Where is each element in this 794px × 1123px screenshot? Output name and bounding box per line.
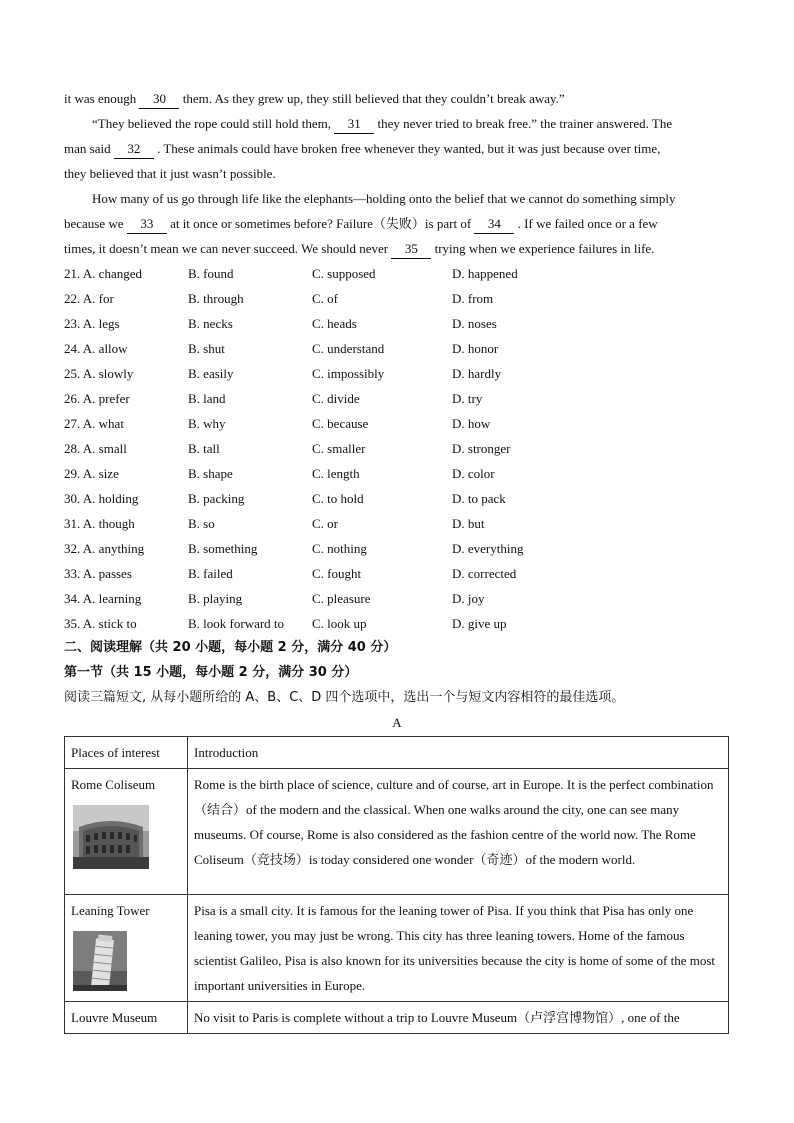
question-option-c: C. look up <box>312 616 367 631</box>
question-option-c: C. nothing <box>312 541 367 556</box>
question-option-b: B. playing <box>188 591 243 606</box>
table-header-cell: Introduction <box>188 737 729 769</box>
question-option-a: 32. A. anything <box>64 541 145 556</box>
table-cell-place <box>65 1002 188 1034</box>
question-option-d: D. to pack <box>452 491 506 506</box>
question-option-a: 30. A. holding <box>64 491 139 506</box>
question-option-b: B. through <box>188 291 244 306</box>
passage-line-7 <box>64 240 654 259</box>
question-option-d: D. give up <box>452 616 507 631</box>
question-option-c: C. smaller <box>312 441 366 456</box>
table-header-row <box>65 737 729 769</box>
question-option-c: C. supposed <box>312 266 376 281</box>
question-option-b: B. land <box>188 391 226 406</box>
question-option-d: D. how <box>452 416 491 431</box>
leaning-tower-photo <box>73 931 127 991</box>
table-header-cell: Places of interest <box>65 737 188 769</box>
blank-32: 32 <box>114 140 154 159</box>
question-option-b: B. found <box>188 266 234 281</box>
table-row <box>65 895 729 1002</box>
place-name: Louvre Museum <box>71 1010 158 1025</box>
passage-text: it was enough <box>64 91 137 106</box>
question-option-b: B. why <box>188 416 226 431</box>
passage-line-6 <box>64 215 658 234</box>
question-option-a: 27. A. what <box>64 416 124 431</box>
table-cell-place <box>65 769 188 895</box>
question-option-d: D. color <box>452 466 495 481</box>
passage-text: trying when we experience failures in life. <box>434 241 655 256</box>
question-option-c: C. impossibly <box>312 366 385 381</box>
question-option-b: B. something <box>188 541 258 556</box>
question-option-c: C. or <box>312 516 338 531</box>
places-table <box>64 736 729 1034</box>
question-option-a: 28. A. small <box>64 441 127 456</box>
passage-text: man said <box>64 141 111 156</box>
table-cell-intro: No visit to Paris is complete without a trip to Louvre Museum（卢浮宫博物馆）, one of the <box>188 1002 729 1034</box>
table-row <box>65 1002 729 1034</box>
question-option-d: D. from <box>452 291 494 306</box>
instructions: 阅读三篇短文, 从每小题所给的 A、B、C、D 四个选项中，选出一个与短文内容相符的最佳选项。 <box>64 690 625 705</box>
question-option-b: B. shape <box>188 466 233 481</box>
question-option-d: D. hardly <box>452 366 502 381</box>
question-option-a: 31. A. though <box>64 516 135 531</box>
question-option-b: B. look forward to <box>188 616 285 631</box>
question-option-a: 21. A. changed <box>64 266 142 281</box>
question-option-c: C. heads <box>312 316 357 331</box>
place-name: Leaning Tower <box>71 903 150 918</box>
question-option-a: 29. A. size <box>64 466 119 481</box>
question-option-a: 34. A. learning <box>64 591 142 606</box>
table-cell-place <box>65 895 188 1002</box>
question-option-a: 25. A. slowly <box>64 366 134 381</box>
question-option-d: D. joy <box>452 591 485 606</box>
blank-35: 35 <box>391 240 431 259</box>
section-title: 二、阅读理解（共 20 小题，每小题 2 分，满分 40 分） <box>64 640 397 655</box>
passage-text: “They believed the rope could still hold them, <box>92 116 331 131</box>
passage-line-3 <box>64 140 660 159</box>
question-option-b: B. easily <box>188 366 234 381</box>
question-option-b: B. necks <box>188 316 233 331</box>
part-title: 第一节（共 15 小题，每小题 2 分，满分 30 分） <box>64 665 358 680</box>
blank-31: 31 <box>334 115 374 134</box>
place-name: Rome Coliseum <box>71 777 156 792</box>
table-cell-intro: Pisa is a small city. It is famous for the leaning tower of Pisa. If you think that Pisa has only one leaning tower, you may just be wrong. This city has three leaning towers. Home of the famous scientist Galileo, Pisa is also known for its universities because the city is home of some of the most important universities in Europe. <box>188 895 729 1002</box>
passage-text: times, it doesn’t mean we can never succeed. We should never <box>64 241 389 256</box>
question-option-b: B. packing <box>188 491 245 506</box>
passage-text: they never tried to break free.” the trainer answered. The <box>377 116 673 131</box>
passage-line-1 <box>64 90 565 109</box>
passage-text: at it once or sometimes before? Failure（失败）is part of <box>170 216 472 231</box>
question-option-d: D. everything <box>452 541 524 556</box>
question-option-d: D. try <box>452 391 483 406</box>
question-option-d: D. happened <box>452 266 518 281</box>
question-option-c: C. fought <box>312 566 362 581</box>
question-option-b: B. tall <box>188 441 220 456</box>
question-option-c: C. length <box>312 466 360 481</box>
question-option-d: D. but <box>452 516 485 531</box>
question-option-c: C. of <box>312 291 338 306</box>
question-option-a: 23. A. legs <box>64 316 120 331</box>
coliseum-photo <box>73 805 149 869</box>
question-option-d: D. noses <box>452 316 497 331</box>
passage-text: because we <box>64 216 124 231</box>
question-option-d: D. corrected <box>452 566 517 581</box>
passage-text: . These animals could have broken free whenever they wanted, but it was just because over time, <box>157 141 661 156</box>
question-option-b: B. failed <box>188 566 233 581</box>
passage-line-5: How many of us go through life like the elephants—holding onto the belief that we cannot do something simply <box>92 191 676 206</box>
passage-text: them. As they grew up, they still believed that they couldn’t break away.” <box>182 91 565 106</box>
question-option-d: D. honor <box>452 341 499 356</box>
passage-label: A <box>392 715 402 730</box>
question-option-a: 24. A. allow <box>64 341 128 356</box>
question-option-a: 22. A. for <box>64 291 114 306</box>
blank-34: 34 <box>474 215 514 234</box>
question-option-d: D. stronger <box>452 441 511 456</box>
question-option-c: C. because <box>312 416 369 431</box>
table-cell-intro: Rome is the birth place of science, culture and of course, art in Europe. It is the perfect combination（结合）of the modern and the classical. When one walks around the city, one can see many museums. Of course, Rome is also considered as the fashion centre of the world now. The Rome Coliseum（竞技场）is today considered one wonder（奇迹）of the modern world. <box>188 769 729 895</box>
question-option-b: B. shut <box>188 341 225 356</box>
question-option-c: C. understand <box>312 341 385 356</box>
passage-line-4: they believed that it just wasn’t possible. <box>64 166 276 181</box>
question-option-c: C. pleasure <box>312 591 371 606</box>
question-option-b: B. so <box>188 516 215 531</box>
question-option-a: 26. A. prefer <box>64 391 130 406</box>
passage-text: . If we failed once or a few <box>517 216 658 231</box>
table-row <box>65 769 729 895</box>
question-option-c: C. to hold <box>312 491 364 506</box>
question-option-c: C. divide <box>312 391 360 406</box>
question-option-a: 35. A. stick to <box>64 616 137 631</box>
blank-33: 33 <box>127 215 167 234</box>
blank-30: 30 <box>139 90 179 109</box>
passage-line-2 <box>92 115 672 134</box>
question-option-a: 33. A. passes <box>64 566 132 581</box>
